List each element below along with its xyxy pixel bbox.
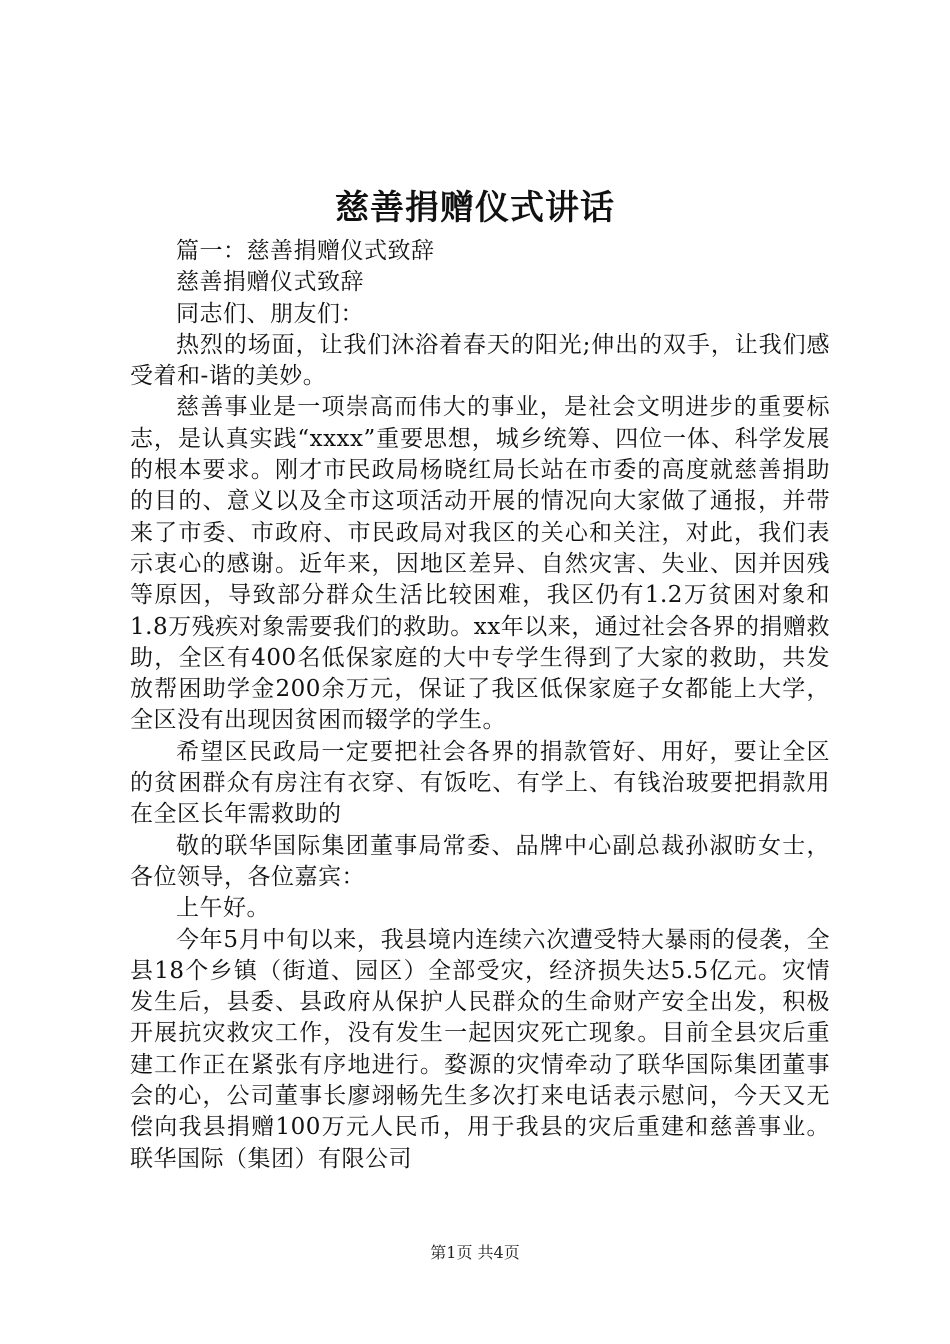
section-heading: 篇一：慈善捐赠仪式致辞	[176, 238, 435, 264]
document-body	[130, 236, 830, 1175]
document-title: 慈善捐赠仪式讲话	[335, 188, 615, 228]
page-number-footer: 第1页 共4页	[430, 1243, 520, 1262]
paragraph: 敬的联华国际集团董事局常委、品牌中心副总裁孙淑昉女士，各位领导，各位嘉宾：	[130, 832, 830, 890]
subheading: 慈善捐赠仪式致辞	[176, 269, 364, 296]
paragraph: 热烈的场面，让我们沐浴着春天的阳光;伸出的双手，让我们感受着和-谐的美妙。	[130, 331, 830, 390]
paragraph: 慈善事业是一项崇高而伟大的事业，是社会文明进步的重要标志，是认真实践“xxxx”重要思想，城乡统筹、四位一体、科学发展的根本要求。刚才市民政局杨晓红局长站在市委的高度就慈善捐助的目的、意义以及全市这项活动开展的情况向大家做了通报，并带来了市委、市政府、市民政局对我区的关心和关注，对此，我们表示衷心的感谢。近年来，因地区差异、自然灾害、失业、因并因残等原因，导致部分群众生活比较困难，我区仍有1.2万贫困对象和1.8万残疾对象需要我们的救助。xx年以来，通过社会各界的捐赠救助，全区有400名低保家庭的大中专学生得到了大家的救助，共发放帮困助学金200余万元，保证了我区低保家庭子女都能上大学，全区没有出现因贫困而辍学的学生。	[130, 394, 830, 734]
paragraph: 今年5月中旬以来，我县境内连续六次遭受特大暴雨的侵袭，全县18个乡镇（街道、园区）全部受灾，经济损失达5.5亿元。灾情发生后，县委、县政府从保护人民群众的生命财产安全出发，积极开展抗灾救灾工作，没有发生一起因灾死亡现象。目前全县灾后重建工作正在紧张有序地进行。婺源的灾情牵动了联华国际集团董事会的心，公司董事长廖翊畅先生多次打来电话表示慰问，今天又无偿向我县捐赠100万元人民币，用于我县的灾后重建和慈善事业。联华国际（集团）有限公司	[130, 926, 830, 1172]
salutation: 同志们、朋友们：	[176, 300, 364, 327]
paragraph: 希望区民政局一定要把社会各界的捐款管好、用好，要让全区的贫困群众有房注有衣穿、有饭吃、有学上、有钱治玻要把捐款用在全区长年需救助的	[130, 738, 830, 828]
greeting: 上午好。	[176, 895, 270, 922]
